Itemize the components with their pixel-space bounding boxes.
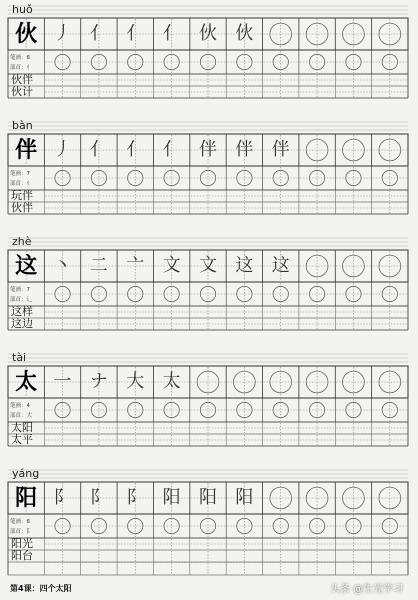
practice-word: 太阳 bbox=[11, 421, 33, 434]
stroke-order-step: 文 bbox=[198, 255, 217, 276]
lesson-title: 第4课：四个太阳 bbox=[10, 584, 72, 593]
stroke-order-step: 伙 bbox=[198, 23, 217, 44]
stroke-count-label: 笔画：7 bbox=[10, 287, 30, 293]
stroke-order-step: 亻 bbox=[89, 23, 108, 44]
practice-word: 这边 bbox=[11, 317, 33, 330]
practice-word: 太平 bbox=[11, 433, 33, 446]
practice-word: 阳台 bbox=[11, 549, 33, 562]
stroke-count-label: 笔画：4 bbox=[10, 403, 30, 409]
stroke-order-step: 伙 bbox=[235, 23, 254, 44]
practice-word: 伙伴 bbox=[11, 201, 33, 214]
model-character: 伙 bbox=[15, 22, 38, 47]
stroke-order-step: 亻 bbox=[162, 139, 181, 160]
practice-word: 阳光 bbox=[11, 537, 33, 550]
practice-word: 玩伴 bbox=[11, 189, 33, 202]
radical-label: 部首：亻 bbox=[10, 181, 33, 187]
stroke-count-label: 笔画：6 bbox=[10, 55, 30, 61]
stroke-order-step: 文 bbox=[162, 255, 181, 276]
stroke-order-step: 一 bbox=[53, 371, 72, 392]
pinyin-label: yáng bbox=[12, 467, 40, 480]
stroke-order-step: 伴 bbox=[235, 139, 254, 160]
stroke-order-step: 大 bbox=[126, 371, 145, 392]
pinyin-label: huǒ bbox=[12, 3, 33, 16]
radical-label: 部首：阝 bbox=[10, 529, 33, 535]
stroke-count-label: 笔画：7 bbox=[10, 171, 30, 177]
stroke-order-step: 这 bbox=[235, 255, 254, 276]
radical-label: 部首：大 bbox=[10, 413, 33, 419]
stroke-order-step: 阳 bbox=[162, 487, 181, 508]
stroke-order-step: 亻 bbox=[126, 139, 145, 160]
stroke-order-step: 太 bbox=[162, 371, 181, 392]
stroke-order-step: 亠 bbox=[126, 255, 145, 276]
stroke-count-label: 笔画：6 bbox=[10, 519, 30, 525]
stroke-order-step: 阳 bbox=[235, 487, 254, 508]
radical-label: 部首：亻 bbox=[10, 65, 33, 71]
stroke-order-step: 亻 bbox=[89, 139, 108, 160]
stroke-order-step: 二 bbox=[89, 255, 108, 276]
stroke-order-step: 伴 bbox=[198, 139, 217, 160]
practice-word: 伙计 bbox=[11, 85, 33, 98]
radical-label: 部首：辶 bbox=[10, 297, 33, 303]
stroke-order-step: 阝 bbox=[53, 487, 72, 508]
stroke-order-step: 丿 bbox=[53, 139, 72, 160]
stroke-order-step: 丶 bbox=[53, 255, 72, 276]
stroke-order-step: 阝 bbox=[89, 487, 108, 508]
stroke-order-step: 伴 bbox=[271, 139, 290, 160]
watermark: 头条 @生光学习 bbox=[330, 584, 404, 595]
practice-word: 伙伴 bbox=[11, 73, 33, 86]
stroke-order-step: 阳 bbox=[198, 487, 217, 508]
stroke-order-step: 阝 bbox=[126, 487, 145, 508]
pinyin-label: zhè bbox=[12, 235, 32, 248]
practice-word: 这样 bbox=[11, 305, 33, 318]
stroke-order-step: ナ bbox=[89, 371, 108, 392]
stroke-order-step: 这 bbox=[271, 255, 290, 276]
stroke-order-step: 亻 bbox=[162, 23, 181, 44]
stroke-order-step: 丿 bbox=[53, 23, 72, 44]
pinyin-label: bàn bbox=[12, 119, 33, 132]
model-character: 伴 bbox=[15, 138, 38, 163]
model-character: 阳 bbox=[15, 486, 38, 511]
stroke-order-step: 亻 bbox=[126, 23, 145, 44]
model-character: 太 bbox=[15, 370, 38, 395]
pinyin-label: tài bbox=[12, 351, 27, 364]
model-character: 这 bbox=[15, 254, 38, 279]
